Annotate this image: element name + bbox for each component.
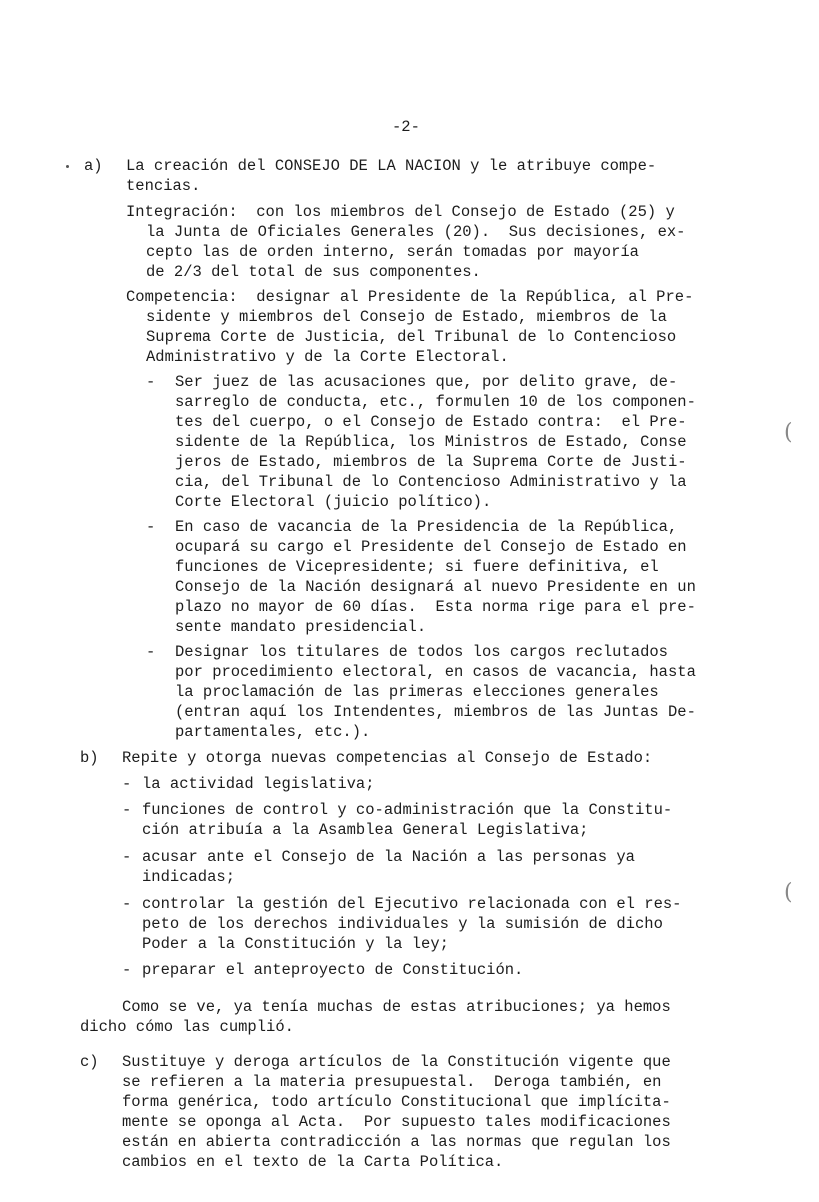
item-label-c: c)	[80, 1053, 99, 1071]
text-line: sarreglo de conducta, etc., formulen 10 de los componen-	[175, 393, 696, 411]
margin-mark: (	[784, 420, 793, 445]
bullet-dash: -	[146, 373, 156, 391]
text-line: sidente y miembros del Consejo de Estado, miembros de la	[146, 308, 667, 326]
text-line: Poder a la Constitución y la ley;	[142, 935, 449, 953]
text-line: ción atribuía a la Asamblea General Legislativa;	[142, 821, 589, 839]
text-line: controlar la gestión del Ejecutivo relacionada con el res-	[142, 895, 682, 913]
text-line: Consejo de la Nación designará al nuevo Presidente en un	[175, 578, 696, 596]
text-line: Ser juez de las acusaciones que, por delito grave, de-	[175, 373, 678, 391]
text-line: Administrativo y de la Corte Electoral.	[146, 348, 509, 366]
text-line: jeros de Estado, miembros de la Suprema Corte de Justi-	[175, 453, 687, 471]
text-line: indicadas;	[142, 868, 236, 886]
margin-mark: (	[784, 880, 793, 905]
bullet-dash: -	[122, 895, 132, 913]
text-line: ocupará su cargo el Presidente del Consejo de Estado en	[175, 538, 687, 556]
text-line: peto de los derechos individuales y la sumisión de dicho	[142, 915, 663, 933]
text-line: funciones de Vicepresidente; si fuere definitiva, el	[175, 558, 659, 576]
text-line: La creación del CONSEJO DE LA NACION y le atribuye compe-	[126, 157, 657, 175]
text-line: Como se ve, ya tenía muchas de estas atribuciones; ya hemos	[122, 998, 671, 1016]
text-line: se refieren a la materia presupuestal. Deroga también, en	[122, 1073, 662, 1091]
text-line: sente mandato presidencial.	[175, 618, 427, 636]
stray-mark	[66, 165, 69, 168]
text-line: la actividad legislativa;	[142, 775, 375, 793]
text-line: acusar ante el Consejo de la Nación a las personas ya	[142, 848, 635, 866]
bullet-dash: -	[122, 848, 132, 866]
text-line: cia, del Tribunal de lo Contencioso Administrativo y la	[175, 473, 687, 491]
text-line: de 2/3 del total de sus componentes.	[146, 263, 481, 281]
text-line: por procedimiento electoral, en casos de vacancia, hasta	[175, 663, 696, 681]
text-line: Suprema Corte de Justicia, del Tribunal de lo Contencioso	[146, 328, 677, 346]
text-line: la Junta de Oficiales Generales (20). Sus decisiones, ex-	[146, 223, 686, 241]
text-line: funciones de control y co-administración que la Constitu-	[142, 801, 673, 819]
text-line: mente se oponga al Acta. Por supuesto tales modificaciones	[122, 1113, 671, 1131]
text-line: partamentales, etc.).	[175, 723, 371, 741]
text-line: Corte Electoral (juicio político).	[175, 493, 492, 511]
text-line: En caso de vacancia de la Presidencia de la República,	[175, 518, 678, 536]
text-line: están en abierta contradicción a las normas que regulan los	[122, 1133, 671, 1151]
item-label-a: a)	[84, 157, 103, 175]
bullet-dash: -	[122, 775, 132, 793]
text-line: Competencia: designar al Presidente de la República, al Pre-	[126, 288, 694, 306]
text-line: cepto las de orden interno, serán tomadas por mayoría	[146, 243, 639, 261]
text-line: preparar el anteproyecto de Constitución.	[142, 961, 524, 979]
text-line: plazo no mayor de 60 días. Esta norma rige para el pre-	[175, 598, 696, 616]
text-line: tes del cuerpo, o el Consejo de Estado contra: el Pre-	[175, 413, 687, 431]
text-line: (entran aquí los Intendentes, miembros de las Juntas De-	[175, 703, 696, 721]
text-line: Integración: con los miembros del Consejo de Estado (25) y	[126, 203, 675, 221]
text-line: forma genérica, todo artículo Constitucional que implícita-	[122, 1093, 671, 1111]
bullet-dash: -	[146, 643, 156, 661]
text-line: Repite y otorga nuevas competencias al Consejo de Estado:	[122, 749, 653, 767]
text-line: Sustituye y deroga artículos de la Constitución vigente que	[122, 1053, 671, 1071]
item-label-b: b)	[80, 749, 99, 767]
text-line: dicho cómo las cumplió.	[80, 1018, 294, 1036]
bullet-dash: -	[146, 518, 156, 536]
bullet-dash: -	[122, 801, 132, 819]
page-number: -2-	[392, 118, 420, 136]
text-line: Designar los titulares de todos los cargos reclutados	[175, 643, 668, 661]
text-line: tencias.	[126, 177, 201, 195]
text-line: cambios en el texto de la Carta Política.	[122, 1153, 504, 1171]
text-line: la proclamación de las primeras elecciones generales	[175, 683, 659, 701]
bullet-dash: -	[122, 961, 132, 979]
text-line: sidente de la República, los Ministros de Estado, Conse	[175, 433, 687, 451]
